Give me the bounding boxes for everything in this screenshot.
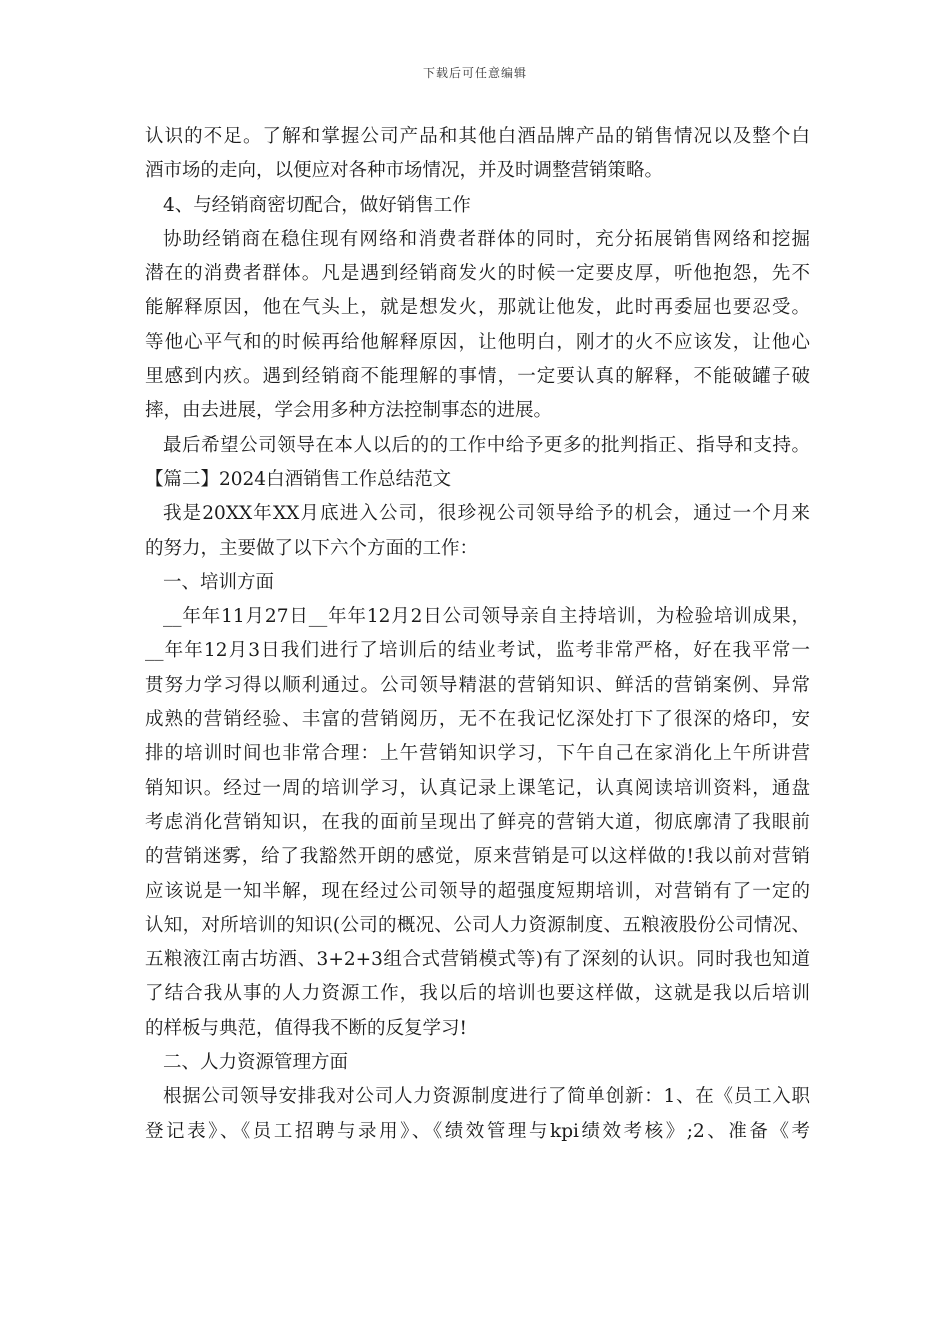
text-line: 了结合我从事的人力资源工作，我以后的培训也要这样做，这就是我以后培训 [145,983,810,1005]
text-line: 【篇二】2024白酒销售工作总结范文 [145,468,452,490]
page-header: 下载后可任意编辑 [422,66,527,80]
text-line: 二、人力资源管理方面 [163,1052,349,1074]
text-line: 一、培训方面 [163,571,275,593]
text-line: 根据公司领导安排我对公司人力资源制度进行了简单创新：1、在《员工入职 [163,1086,810,1108]
text-line: 酒市场的走向，以便应对各种市场情况，并及时调整营销策略。 [145,160,664,182]
document-body [145,120,810,1149]
text-line: __年年11月27日__年年12月2日公司领导亲自主持培训，为检验培训成果， [163,606,810,628]
text-line: 销知识。经过一周的培训学习，认真记录上课笔记，认真阅读培训资料，通盘 [145,777,810,799]
text-line: 4、与经销商密切配合，做好销售工作 [163,194,471,216]
text-line: 登记表》、《员工招聘与录用》、《绩效管理与kpi绩效考核》;2、准备《考 [145,1120,810,1142]
text-line: 认知，对所培训的知识(公司的概况、公司人力资源制度、五粮液股份公司情况、 [145,914,810,936]
text-line: 贯努力学习得以顺利通过。公司领导精湛的营销知识、鲜活的营销案例、异常 [145,674,810,696]
text-line: 的努力，主要做了以下六个方面的工作： [145,537,479,559]
text-line: 摔，由去进展，学会用多种方法控制事态的进展。 [145,400,553,422]
text-line: 的样板与典范，值得我不断的反复学习! [145,1017,467,1039]
text-line: 协助经销商在稳住现有网络和消费者群体的同时，充分拓展销售网络和挖掘 [163,228,810,250]
text-line: 我是20XX年XX月底进入公司，很珍视公司领导给予的机会，通过一个月来 [163,503,810,525]
text-line: 考虑消化营销知识，在我的面前呈现出了鲜亮的营销大道，彻底廓清了我眼前 [145,811,810,833]
text-line: 成熟的营销经验、丰富的营销阅历，无不在我记忆深处打下了很深的烙印，安 [145,709,810,731]
text-line: 五粮液江南古坊酒、3+2+3组合式营销模式等)有了深刻的认识。同时我也知道 [145,949,810,971]
text-line: 最后希望公司领导在本人以后的的工作中给予更多的批判指正、指导和支持。 [163,434,810,456]
text-line: 等他心平气和的时候再给他解释原因，让他明白，刚才的火不应该发，让他心 [145,331,810,353]
text-line: 的营销迷雾，给了我豁然开朗的感觉，原来营销是可以这样做的!我以前对营销 [145,846,810,868]
text-line: 排的培训时间也非常合理：上午营销知识学习，下午自己在家消化上午所讲营 [145,743,810,765]
text-line: 认识的不足。了解和掌握公司产品和其他白酒品牌产品的销售情况以及整个白 [145,126,810,147]
text-line: 应该说是一知半解，现在经过公司领导的超强度短期培训，对营销有了一定的 [145,880,810,902]
text-line: 能解释原因，他在气头上，就是想发火，那就让他发，此时再委屈也要忍受。 [145,297,810,319]
text-line: 里感到内疚。遇到经销商不能理解的事情，一定要认真的解释，不能破罐子破 [145,366,810,388]
text-line: __年年12月3日我们进行了培训后的结业考试，监考非常严格，好在我平常一 [145,640,810,662]
text-line: 潜在的消费者群体。凡是遇到经销商发火的时候一定要皮厚，听他抱怨，先不 [145,263,810,285]
